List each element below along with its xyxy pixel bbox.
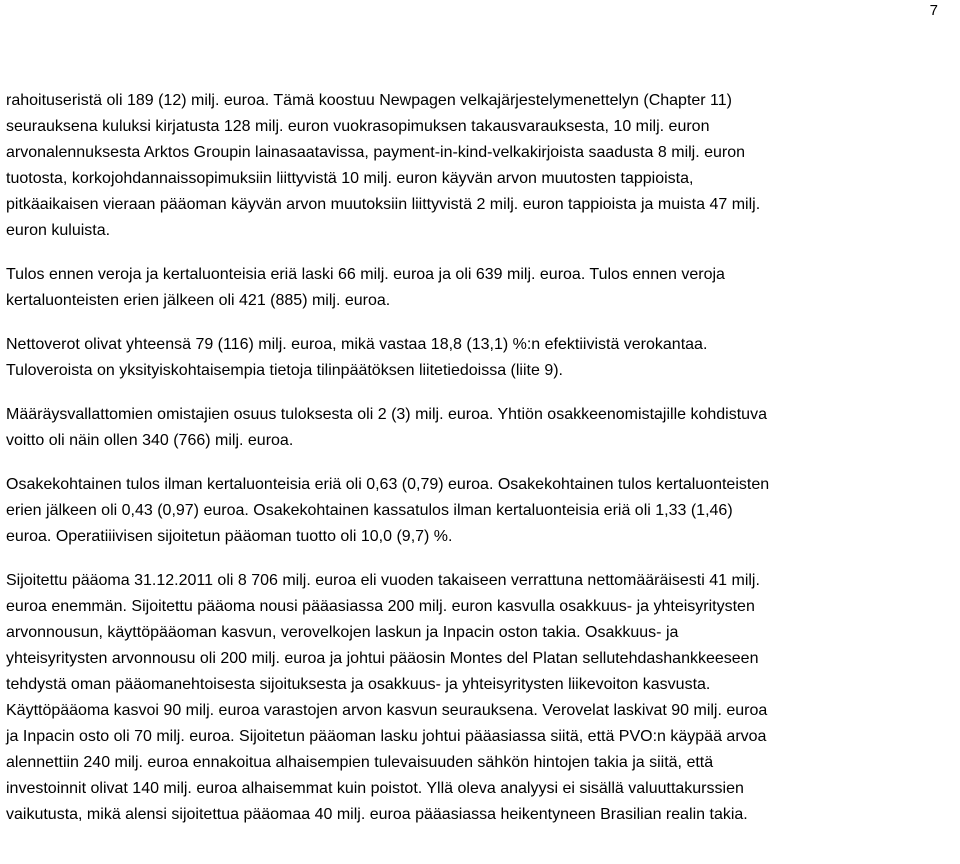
paragraph-financial-items: rahoituseristä oli 189 (12) milj. euroa. Tämä koostuu Newpagen velkajärjestelymenettelyn (Chapter 11) seurauksena kuluksi kirjatusta 128 milj. euron vuokrasopimuksen takausvarauksesta, 10 milj. euron arvonalennuksesta Arktos Groupin lainasaatavissa, payment-in-kind-velkakirjoista saadusta 8 milj. euron tuotosta, korkojohdannaissopimuksiin liittyvistä 10 milj. euron käyvän arvon muutosten tappioista, pitkäaikaisen vieraan pääoman käyvän arvon muutoksiin liittyvistä 2 milj. euron tappioista ja muista 47 milj. euron kuluista. <box>6 92 761 239</box>
paragraph-net-taxes: Nettoverot olivat yhteensä 79 (116) milj. euroa, mikä vastaa 18,8 (13,1) %:n efektiivistä verokantaa. Tuloveroista on yksityiskohtaisempia tietoja tilinpäätöksen liitetiedoissa (liite 9). <box>6 336 708 379</box>
paragraph-capital-employed: Sijoitettu pääoma 31.12.2011 oli 8 706 milj. euroa eli vuoden takaiseen verrattuna nettomääräisesti 41 milj. euroa enemmän. Sijoitettu pääoma nousi pääasiassa 200 milj. euron kasvulla osakkuus- ja yhteisyritysten arvonnousun, käyttöpääoman kasvun, verovelkojen laskun ja Inpacin oston takia. Osakkuus- ja yhteisyritysten arvonnousu oli 200 milj. euroa ja johtui pääosin Montes del Platan sellutehdashankkeeseen tehdystä oman pääomanehtoisesta sijoituksesta ja osakkuus- ja yhteisyritysten liikevoiton kasvusta. Käyttöpääoma kasvoi 90 milj. euroa varastojen arvon kasvun seurauksena. Verovelat laskivat 90 milj. euroa ja Inpacin osto oli 70 milj. euroa. Sijoitetun pääoman lasku johtui pääasiassa siitä, että PVO:n käypää arvoa alennettiin 240 milj. euroa ennakoitua alhaisempien tulevaisuuden sähkön hintojen takia ja siitä, että investoinnit olivat 140 milj. euroa alhaisemmat kuin poistot. Yllä oleva analyysi ei sisällä valuuttakurssien vaikutusta, mikä alensi sijoitettua pääomaa 40 milj. euroa pääasiassa heikentyneen Brasilian realin takia. <box>6 572 768 823</box>
paragraph-profit-before-tax: Tulos ennen veroja ja kertaluonteisia eriä laski 66 milj. euroa ja oli 639 milj. euroa. Tulos ennen veroja kertaluonteisten erien jälkeen oli 421 (885) milj. euroa. <box>6 266 725 309</box>
paragraph-earnings-per-share: Osakekohtainen tulos ilman kertaluonteisia eriä oli 0,63 (0,79) euroa. Osakekohtainen tulos kertaluonteisten erien jälkeen oli 0,43 (0,97) euroa. Osakekohtainen kassatulos ilman kertaluonteisia eriä oli 1,33 (1,46) euroa. Operatiiivisen sijoitetun pääoman tuotto oli 10,0 (9,7) %. <box>6 476 770 545</box>
page-number: 7 <box>929 2 938 19</box>
paragraph-non-controlling-interests: Määräysvallattomien omistajien osuus tuloksesta oli 2 (3) milj. euroa. Yhtiön osakkeenomistajille kohdistuva voitto oli näin ollen 340 (766) milj. euroa. <box>6 406 767 449</box>
document-body <box>6 88 958 846</box>
